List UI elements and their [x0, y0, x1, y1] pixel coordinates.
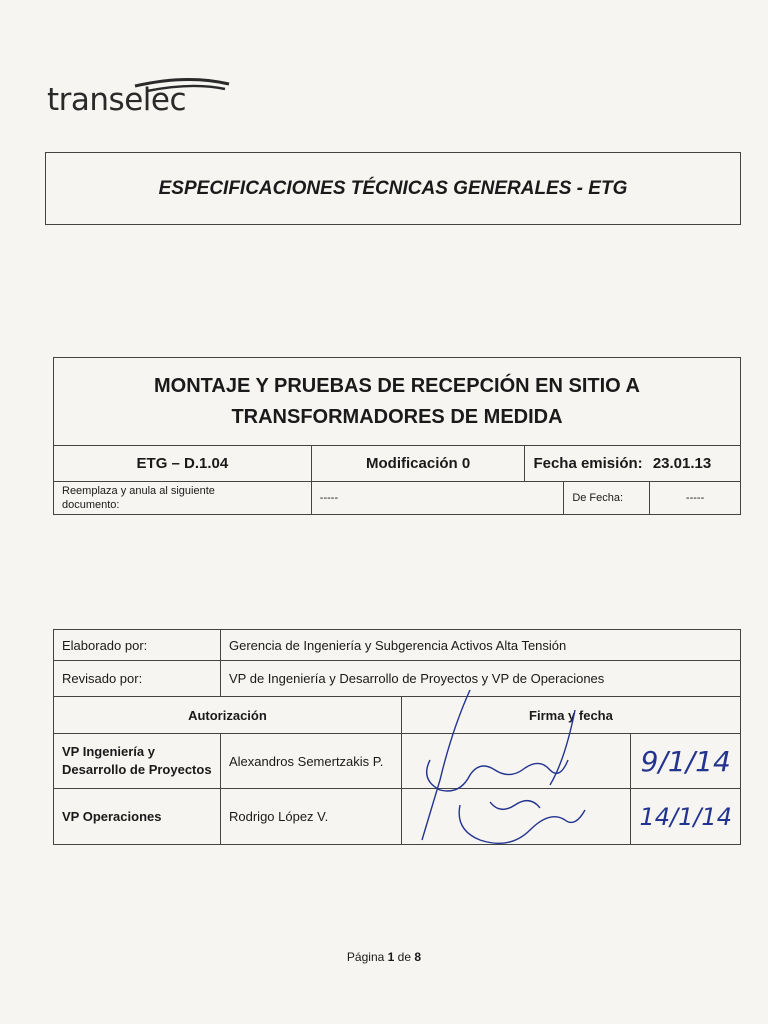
reviewed-value: VP de Ingeniería y Desarrollo de Proyectos y VP de Operaciones — [221, 661, 741, 697]
transelec-logo — [47, 74, 247, 124]
emission-date: 23.01.13 — [652, 455, 712, 472]
replaces-label: Reemplaza y anula al siguiente documento: — [54, 482, 312, 515]
signer-name: Alexandros Semertzakis P. — [221, 734, 402, 789]
logo-text: transelec — [47, 82, 186, 118]
document-modification: Modificación 0 — [311, 446, 525, 482]
etg-title: ESPECIFICACIONES TÉCNICAS GENERALES - ETG — [158, 177, 628, 199]
replaces-value: ----- — [311, 482, 564, 515]
signature-cell — [401, 789, 631, 845]
page-number: Página 1 de 8 — [346, 950, 422, 964]
signer-role: VP Ingeniería y Desarrollo de Proyectos — [54, 734, 221, 789]
document-info-table — [53, 357, 741, 515]
signature-cell — [401, 734, 631, 789]
signature-header: Firma y fecha — [401, 697, 740, 734]
date-label: De Fecha: — [564, 482, 650, 515]
etg-header-box — [45, 152, 741, 225]
signer-role: VP Operaciones — [54, 789, 221, 845]
reviewed-label: Revisado por: — [54, 661, 221, 697]
emission-label: Fecha emisión: — [533, 455, 643, 472]
document-title: MONTAJE Y PRUEBAS DE RECEPCIÓN EN SITIO A TRANSFORMADORES DE MEDIDA — [54, 358, 741, 446]
document-code: ETG – D.1.04 — [54, 446, 312, 482]
elaborated-label: Elaborado por: — [54, 630, 221, 661]
signature-date: 9/1/14 — [631, 734, 741, 789]
date-value: ----- — [650, 482, 741, 515]
approval-table — [53, 629, 741, 845]
emission-date-cell — [525, 446, 741, 482]
signature-date: 14/1/14 — [631, 789, 741, 845]
elaborated-value: Gerencia de Ingeniería y Subgerencia Activos Alta Tensión — [221, 630, 741, 661]
signer-name: Rodrigo López V. — [221, 789, 402, 845]
authorization-header: Autorización — [54, 697, 402, 734]
